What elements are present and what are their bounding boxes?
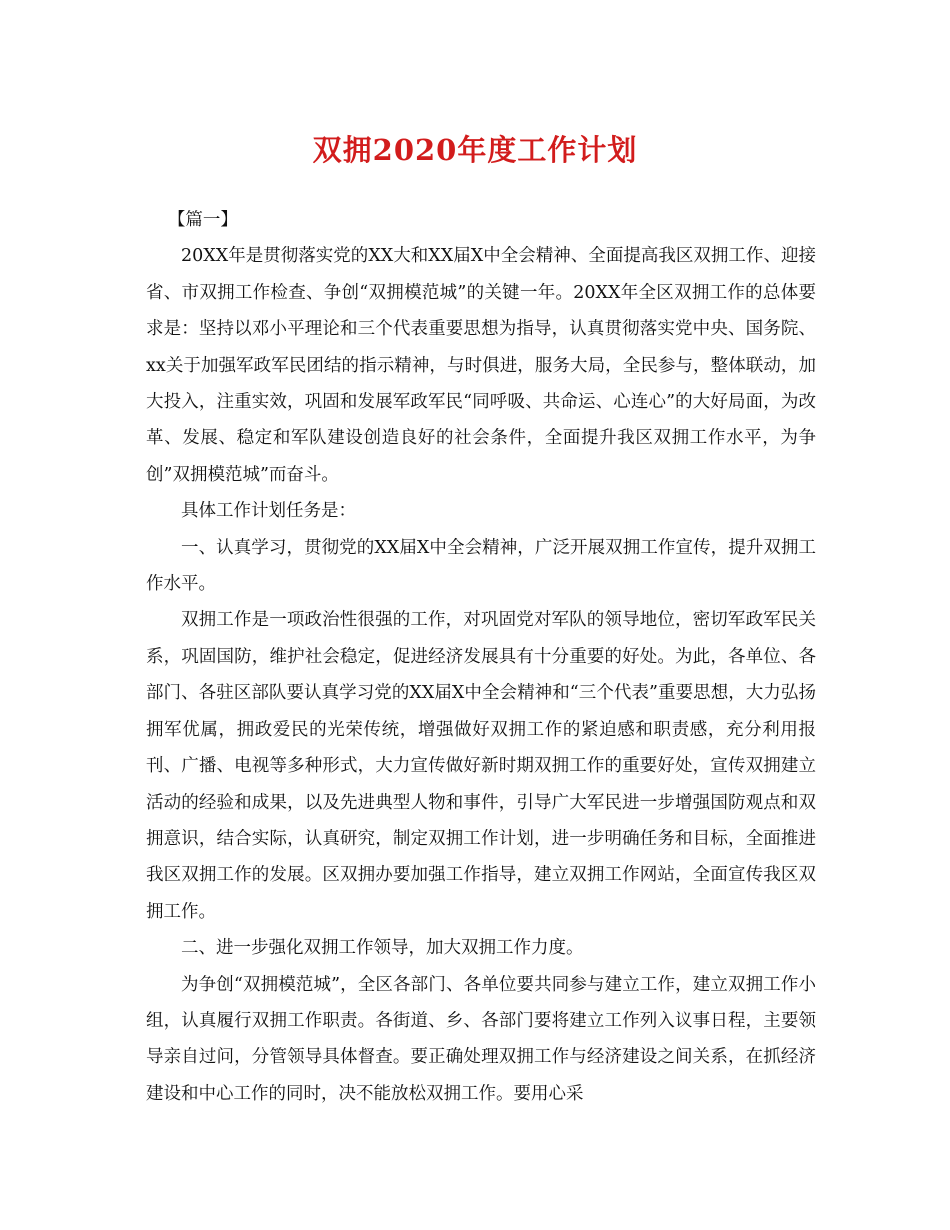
paragraph-item-2-body: 为争创“双拥模范城”，全区各部门、各单位要共同参与建立工作，建立双拥工作小组，认真履行双拥工作职责。各街道、乡、各部门要将建立工作列入议事日程，主要领导亲自过问，分管领导具体督查。要正确处理双拥工作与经济建设之间关系，在抓经济建设和中心工作的同时，决不能放松双拥工作。要用心采 [146,974,816,1104]
paragraph-item-1-body: 双拥工作是一项政治性很强的工作，对巩固党对军队的领导地位，密切军政军民关系，巩固国防，维护社会稳定，促进经济发展具有十分重要的好处。为此，各单位、各部门、各驻区部队要认真学习党的XX届X中全会精神和“三个代表”重要思想，大力弘扬拥军优属，拥政爱民的光荣传统，增强做好双拥工作的紧迫感和职责感，充分利用报刊、广播、电视等多种形式，大力宣传做好新时期双拥工作的重要好处，宣传双拥建立活动的经验和成果，以及先进典型人物和事件，引导广大军民进一步增强国防观点和双拥意识，结合实际，认真研究，制定双拥工作计划，进一步明确任务和目标，全面推进我区双拥工作的发展。区双拥办要加强工作指导，建立双拥工作网站，全面宣传我区双拥工作。 [146,610,816,922]
document-body [146,202,816,1112]
document-title: 双拥2020年度工作计划 [312,133,638,167]
paragraph-intro: 20XX年是贯彻落实党的XX大和XX届X中全会精神、全面提高我区双拥工作、迎接省、市双拥工作检查、争创“双拥模范城”的关键一年。20XX年全区双拥工作的总体要求是：坚持以邓小平理论和三个代表重要思想为指导，认真贯彻落实党中央、国务院、xx关于加强军政军民团结的指示精神，与时俱进，服务大局，全民参与，整体联动，加大投入，注重实效，巩固和发展军政军民“同呼吸、共命运、心连心”的大好局面，为改革、发展、稳定和军队建设创造良好的社会条件，全面提升我区双拥工作水平，为争创”双拥模范城”而奋斗。 [146,246,816,485]
paragraph-item-1-heading: 一、认真学习，贯彻党的XX届X中全会精神，广泛开展双拥工作宣传，提升双拥工作水平。 [146,537,816,595]
section-label: 【篇一】 [167,210,238,230]
paragraph-item-2-heading: 二、进一步强化双拥工作领导，加大双拥工作力度。 [181,938,584,959]
paragraph-task-heading: 具体工作计划任务是： [181,501,356,522]
